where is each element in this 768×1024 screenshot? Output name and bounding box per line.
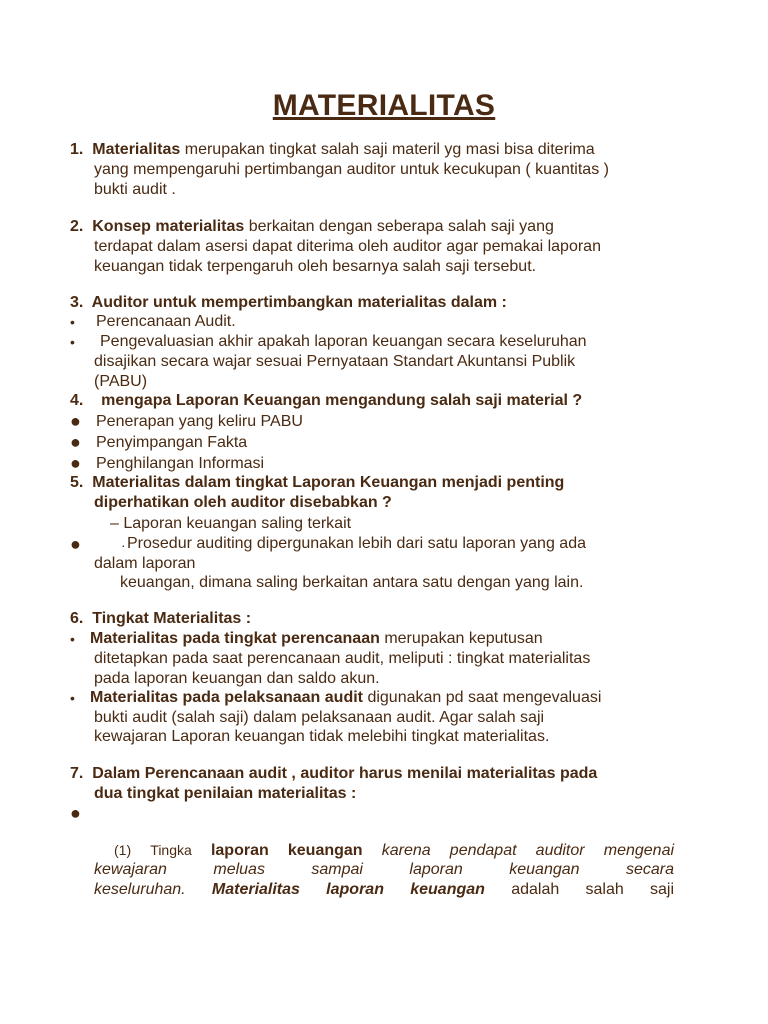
term-materialitas-pelaksanaan: Materialitas pada pelaksanaan audit <box>90 689 363 706</box>
section-number: 2. <box>70 218 84 235</box>
list-item: Perencanaan Audit. <box>96 313 236 330</box>
section-heading-text: Materialitas dalam tingkat Laporan Keuangan menjadi penting <box>92 474 565 491</box>
section-3-heading <box>70 293 507 313</box>
bullet-icon: • <box>70 314 75 330</box>
bullet-icon: ● <box>70 432 81 452</box>
section-number: 4. <box>70 392 84 409</box>
page-title: MATERIALITAS <box>272 89 496 122</box>
list-item: – Laporan keuangan saling terkait <box>110 515 352 532</box>
section-7-heading <box>70 764 597 784</box>
bullet-icon: ● <box>70 453 81 473</box>
word-tingka: Tingka <box>150 842 192 858</box>
section-1-line-2: yang mempengaruhi pertimbangan auditor untuk kecukupan ( kuantitas ) <box>94 161 609 178</box>
list-item-continuation: dalam laporan <box>94 555 196 572</box>
list-item: Penyimpangan Fakta <box>96 434 248 451</box>
section-7-heading-line-2: dua tingkat penilaian materialitas : <box>94 785 357 802</box>
bullet-icon: ● <box>70 411 81 431</box>
list-item-continuation: kewajaran Laporan keuangan tidak melebihi tingkat materialitas. <box>94 728 550 745</box>
paragraph-text: keseluruhan. <box>94 881 186 898</box>
bullet-icon: • <box>70 690 75 706</box>
bullet-icon: • <box>70 334 75 350</box>
term-materialitas-perencanaan: Materialitas pada tingkat perencanaan <box>90 630 380 647</box>
section-1-line-3: bukti audit . <box>94 181 176 198</box>
list-item: Penerapan yang keliru PABU <box>96 413 303 430</box>
list-item <box>90 629 543 649</box>
section-number: 6. <box>70 610 84 627</box>
list-item-text: digunakan pd saat mengevaluasi <box>367 689 602 706</box>
term-konsep-materialitas: Konsep materialitas <box>92 218 245 235</box>
section-text: berkaitan dengan seberapa salah saji yang <box>248 218 554 235</box>
section-number: 5. <box>70 474 84 491</box>
section-heading-text: mengapa Laporan Keuangan mengandung salah saji material ? <box>101 392 583 409</box>
list-item-text: merupakan keputusan <box>384 630 543 647</box>
bullet-icon: • <box>70 631 75 647</box>
paragraph-line-1 <box>94 840 674 861</box>
section-number: 7. <box>70 765 84 782</box>
list-item: Pengevaluasian akhir apakah laporan keuangan secara keseluruhan <box>100 333 587 350</box>
paragraph-line-3 <box>94 880 674 900</box>
list-item: Penghilangan Informasi <box>96 455 265 472</box>
list-item-continuation: ditetapkan pada saat perencanaan audit, meliputi : tingkat materialitas <box>94 650 591 667</box>
list-item-continuation: disajikan secara wajar sesuai Pernyataan Standart Akuntansi Publik <box>94 353 576 370</box>
list-item: Prosedur auditing dipergunakan lebih dari satu laporan yang ada <box>127 535 586 552</box>
bullet-icon: ● <box>70 803 81 823</box>
list-item-continuation: bukti audit (salah saji) dalam pelaksanaan audit. Agar salah saji <box>94 709 545 726</box>
list-item-continuation: (PABU) <box>94 373 148 390</box>
section-5-heading <box>70 473 564 493</box>
section-number: 3. <box>70 294 84 311</box>
list-item-continuation: keuangan, dimana saling berkaitan antara satu dengan yang lain. <box>120 574 584 591</box>
paragraph-line-2: kewajaran meluas sampai laporan keuangan secara <box>94 861 674 878</box>
section-1-line-1 <box>70 140 595 160</box>
section-heading-text: Auditor untuk mempertimbangkan materialitas dalam : <box>91 294 507 311</box>
section-text: merupakan tingkat salah saji materil yg masi bisa diterima <box>184 141 595 158</box>
small-dot-icon: · <box>121 537 126 553</box>
section-heading-text: Tingkat Materialitas : <box>92 610 252 627</box>
paragraph-text: karena pendapat auditor mengenai <box>381 842 675 859</box>
section-2-line-2: terdapat dalam asersi dapat diterima oleh auditor agar pemakai laporan <box>94 238 601 255</box>
term-materialitas-laporan-keuangan: Materialitas laporan keuangan <box>211 881 485 898</box>
section-2-line-3: keuangan tidak terpengaruh oleh besarnya salah saji tersebut. <box>94 258 537 275</box>
section-6-heading <box>70 609 251 629</box>
section-5-heading-line-2: diperhatikan oleh auditor disebabkan ? <box>94 494 392 511</box>
bullet-icon: ● <box>70 534 81 554</box>
section-number: 1. <box>70 141 84 158</box>
term-materialitas: Materialitas <box>92 141 181 158</box>
section-2-line-1 <box>70 217 554 237</box>
paragraph-text: adalah salah saji <box>511 881 675 898</box>
section-4-heading <box>70 391 582 411</box>
term-laporan-keuangan: laporan keuangan <box>210 842 363 859</box>
list-item <box>90 688 601 708</box>
paragraph-number: (1) <box>114 842 132 858</box>
section-heading-text: Dalam Perencanaan audit , auditor harus menilai materialitas pada <box>92 765 598 782</box>
list-item-continuation: pada laporan keuangan dan saldo akun. <box>94 670 380 687</box>
